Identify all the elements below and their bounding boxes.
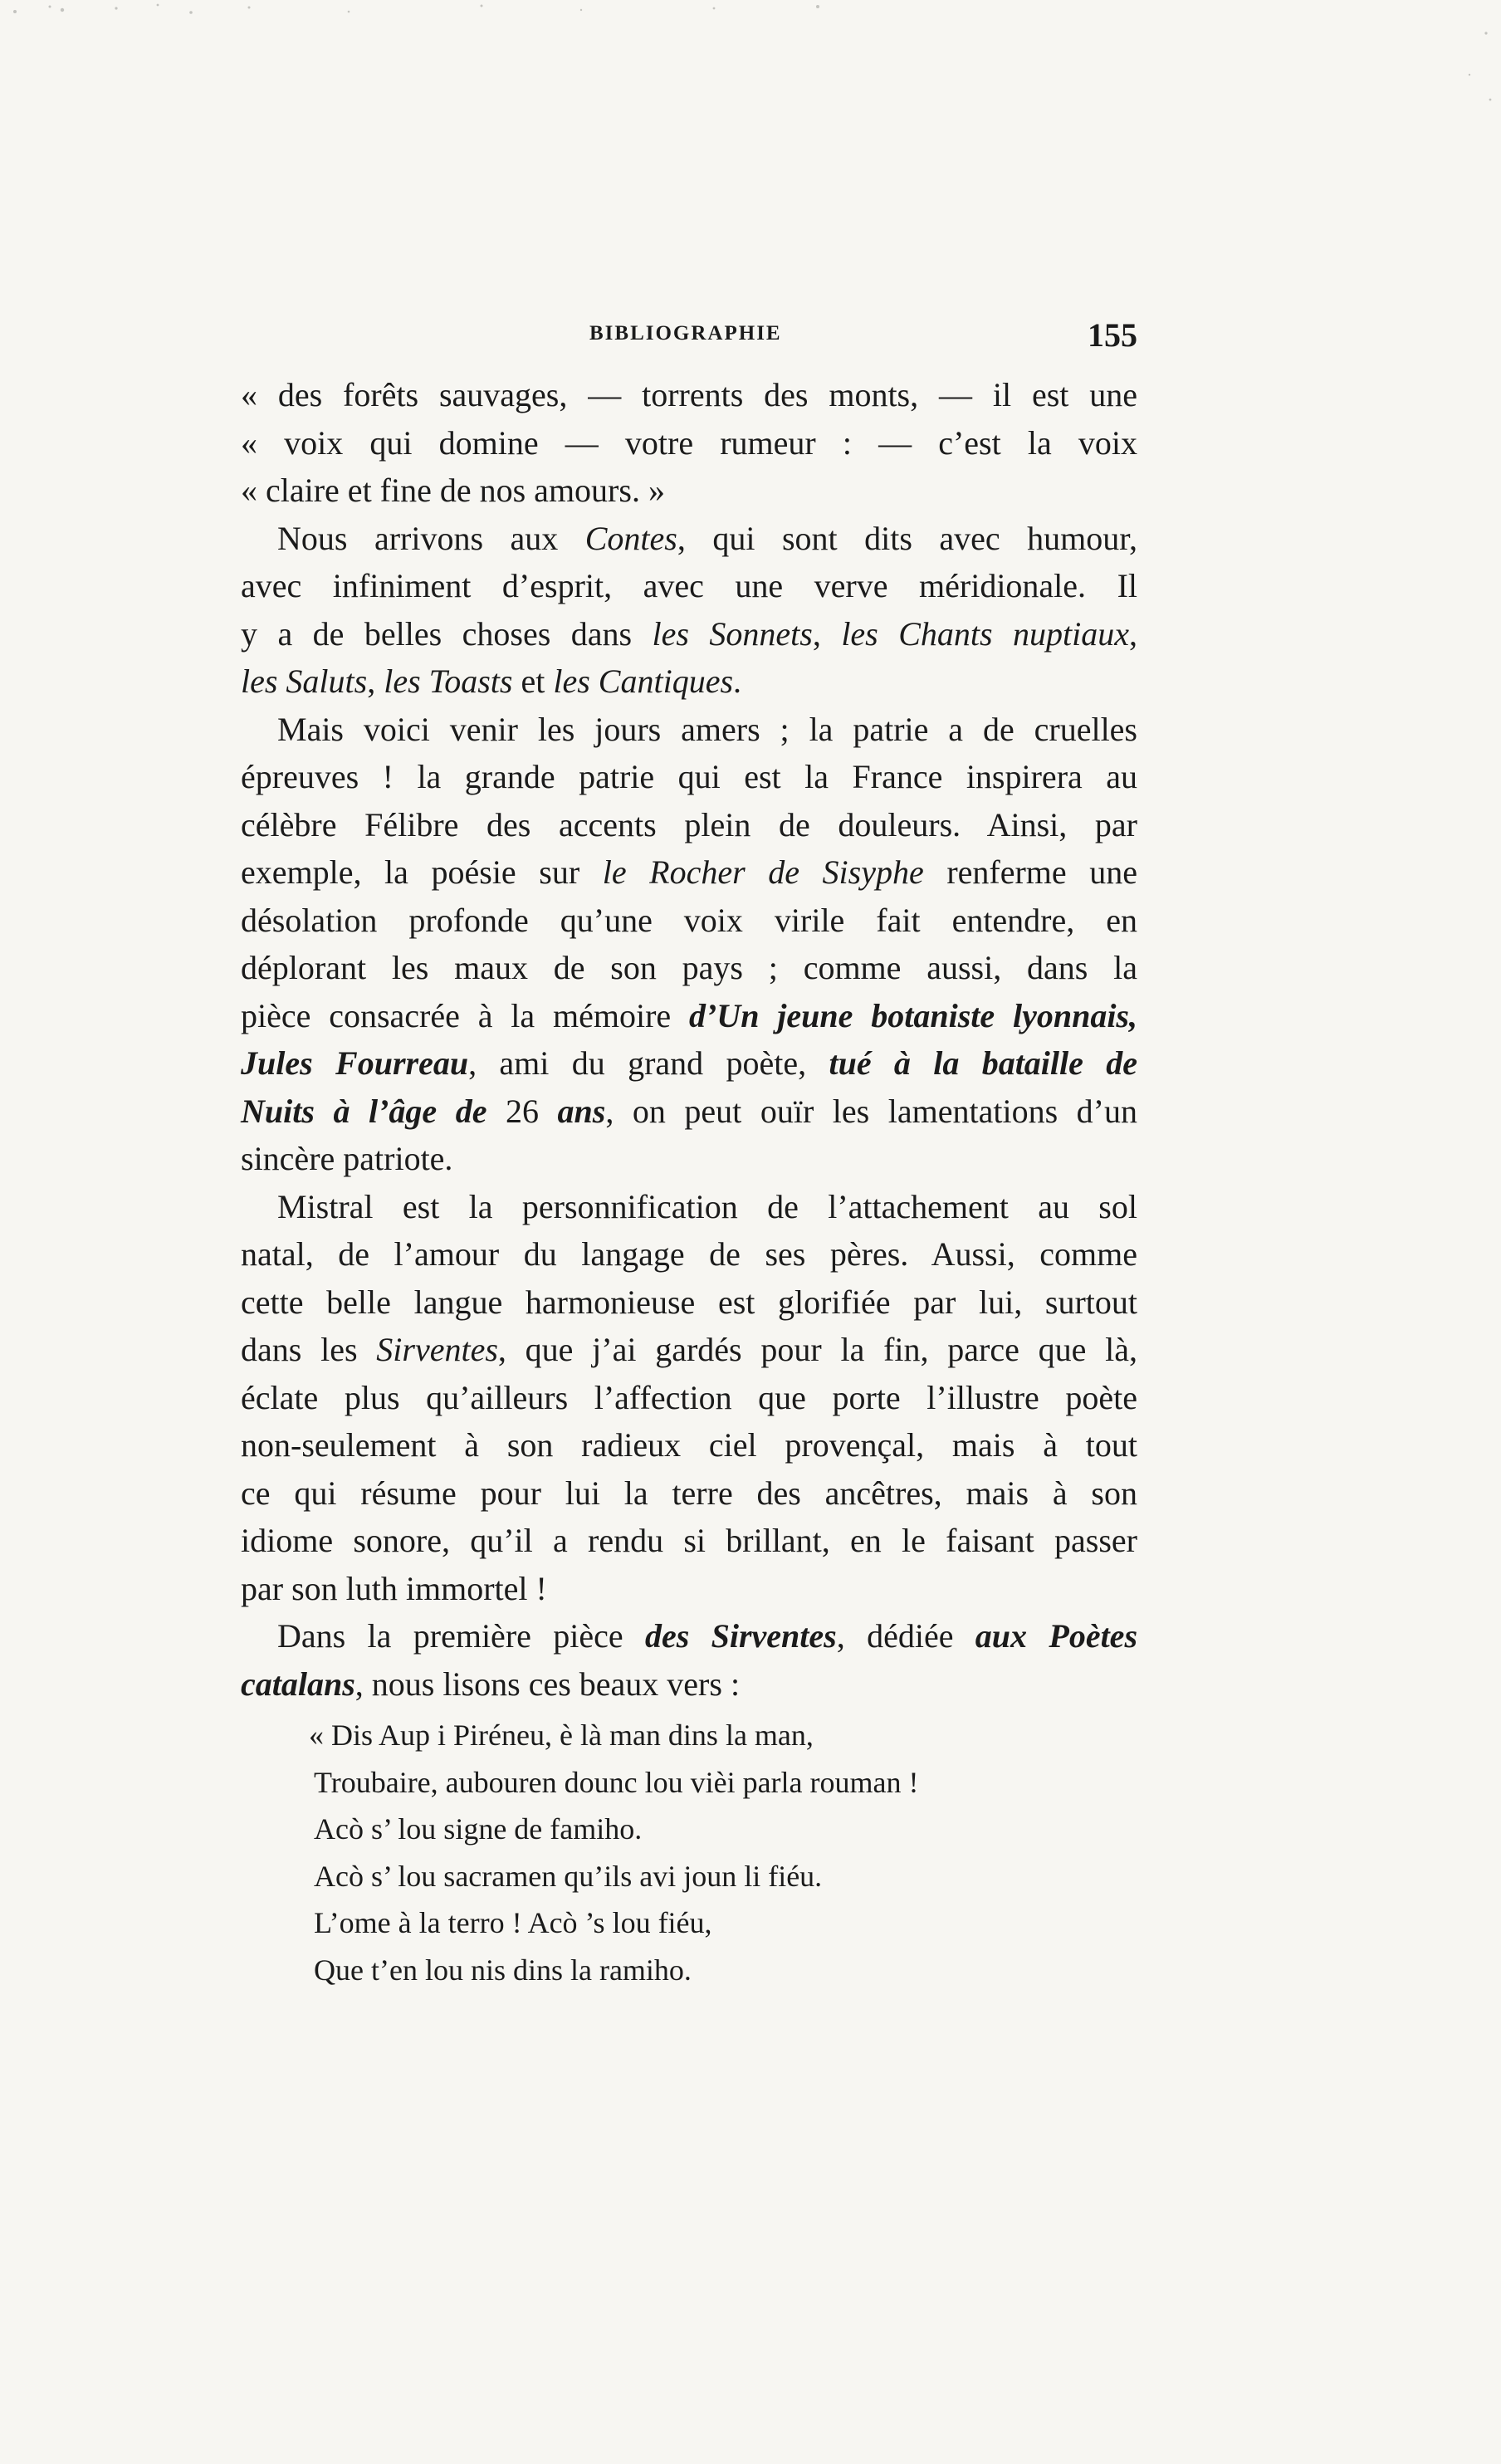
italic-title-span: les Toasts <box>384 662 513 700</box>
text-span: épreuves ! la grande patrie qui est la France inspirera au <box>241 758 1137 795</box>
text-line <box>241 897 1137 945</box>
page-header <box>241 316 1137 364</box>
text-span: sincère patriote. <box>241 1140 453 1177</box>
text-span: y a de belles choses dans <box>241 614 653 653</box>
text-span: déplorant les maux de son pays ; comme aussi, dans la <box>241 949 1137 986</box>
text-line <box>241 848 1137 897</box>
italic-title-span: ans <box>557 1092 606 1130</box>
body-text <box>241 371 1137 1708</box>
text-span: et <box>512 662 554 700</box>
text-span: Mais voici venir les jours amers ; la patrie a de cruelles <box>277 710 1137 748</box>
text-line <box>241 515 1137 563</box>
text-line <box>241 1565 1137 1613</box>
verse-line: Que t’en lou nis dins la ramiho. <box>314 1953 692 1987</box>
italic-title-span: le Rocher de Sisyphe <box>602 853 924 891</box>
text-span: « voix qui domine — votre rumeur : — c’est la voix <box>241 423 1137 462</box>
text-span: avec infiniment d’esprit, avec une verve méridionale. Il <box>241 567 1137 604</box>
verse-line: Acò s’ lou sacramen qu’ils avi joun li fiéu. <box>314 1859 823 1893</box>
text-span: . <box>733 662 742 700</box>
text-span: Mistral est la personnification de l’attachement au sol <box>277 1187 1137 1225</box>
text-line <box>241 467 1137 515</box>
text-line <box>241 1326 1137 1374</box>
text-span: « des forêts sauvages, — torrents des monts, — il est une <box>241 376 1137 413</box>
text-span: Dans la première pièce <box>277 1617 645 1655</box>
text-line <box>241 1517 1137 1565</box>
text-span: , dédiée <box>836 1617 975 1655</box>
italic-title-span: aux Poètes <box>975 1617 1138 1655</box>
scan-noise <box>0 0 1501 116</box>
text-span: , <box>1129 614 1137 653</box>
text-span: exemple, la poésie sur <box>241 853 603 891</box>
text-line <box>241 371 1137 419</box>
italic-title-span: Jules Fourreau <box>241 1044 469 1082</box>
text-line <box>241 1088 1137 1136</box>
text-span: pièce consacrée à la mémoire <box>241 996 689 1034</box>
text-span: désolation profonde qu’une voix virile fait entendre, en <box>241 901 1137 939</box>
italic-title-span: des Sirventes <box>644 1617 837 1655</box>
text-line <box>241 562 1137 610</box>
text-line <box>241 1421 1137 1469</box>
text-line <box>241 610 1137 658</box>
text-span: , nous lisons ces beaux vers : <box>354 1665 741 1703</box>
text-line <box>241 1469 1137 1518</box>
italic-title-span: d’Un jeune botaniste lyonnais, <box>688 996 1137 1034</box>
text-span: , que j’ai gardés pour la fin, parce que là, <box>497 1331 1137 1368</box>
text-line <box>241 1135 1137 1183</box>
text-line <box>241 1183 1137 1231</box>
text-span: cette belle langue harmonieuse est glorifiée par lui, surtout <box>241 1283 1137 1321</box>
verse-line: « Dis Aup i Piréneu, è là man dins la man, <box>309 1718 814 1752</box>
verse-quotation <box>311 1712 1125 1993</box>
text-span: , <box>812 614 842 653</box>
text-line <box>241 753 1137 801</box>
text-line <box>241 992 1137 1040</box>
text-line <box>241 1230 1137 1278</box>
text-span: célèbre Félibre des accents plein de douleurs. Ainsi, par <box>241 805 1137 843</box>
text-span: renferme une <box>923 853 1137 891</box>
text-span: Nous arrivons aux <box>277 519 585 557</box>
text-span: natal, de l’amour du langage de ses pères. Aussi, comme <box>241 1235 1137 1273</box>
verse-line: Acò s’ lou signe de famiho. <box>314 1812 643 1846</box>
italic-title-span: les Saluts <box>241 662 368 700</box>
text-line <box>241 1039 1137 1088</box>
text-line <box>241 419 1137 467</box>
italic-title-span: les Sonnets <box>652 614 813 653</box>
text-span: idiome sonore, qu’il a rendu si brillant, en le faisant passer <box>241 1522 1137 1559</box>
text-line <box>241 706 1137 754</box>
italic-title-span: tué à la bataille de <box>829 1044 1137 1082</box>
text-line <box>241 801 1137 849</box>
italic-title-span: catalans <box>241 1665 355 1703</box>
text-line <box>241 1660 1137 1709</box>
text-span: « claire et fine de nos amours. » <box>241 472 665 509</box>
italic-title-span: Nuits à l’âge de <box>241 1092 487 1130</box>
text-line <box>241 1612 1137 1660</box>
verse-line: Troubaire, aubouren dounc lou vièi parla rouman ! <box>314 1765 919 1799</box>
text-span: , ami du grand poète, <box>468 1044 829 1082</box>
italic-title-span: Sirventes <box>376 1331 498 1368</box>
running-title: BIBLIOGRAPHIE <box>589 322 782 345</box>
page-number: 155 <box>1088 316 1137 354</box>
text-span: , on peut ouïr les lamentations d’un <box>605 1092 1138 1130</box>
text-line <box>241 944 1137 992</box>
verse-line: L’ome à la terro ! Acò ’s lou fiéu, <box>314 1906 712 1939</box>
text-span: , qui sont dits avec humour, <box>677 519 1137 557</box>
text-line <box>241 1278 1137 1327</box>
text-span: , <box>367 662 384 700</box>
italic-title-span: les Cantiques <box>553 662 734 700</box>
italic-title-span: les Chants nuptiaux <box>841 614 1129 653</box>
text-line <box>241 1374 1137 1422</box>
text-span: ce qui résume pour lui la terre des ancêtres, mais à son <box>241 1474 1137 1512</box>
text-span: non-seulement à son radieux ciel provençal, mais à tout <box>241 1426 1137 1464</box>
text-span: par son luth immortel ! <box>241 1569 547 1607</box>
text-span: éclate plus qu’ailleurs l’affection que porte l’illustre poète <box>241 1378 1137 1416</box>
italic-title-span: Contes <box>584 519 677 557</box>
text-span: dans les <box>241 1331 377 1368</box>
text-span: 26 <box>486 1092 558 1130</box>
text-line <box>241 658 1137 706</box>
